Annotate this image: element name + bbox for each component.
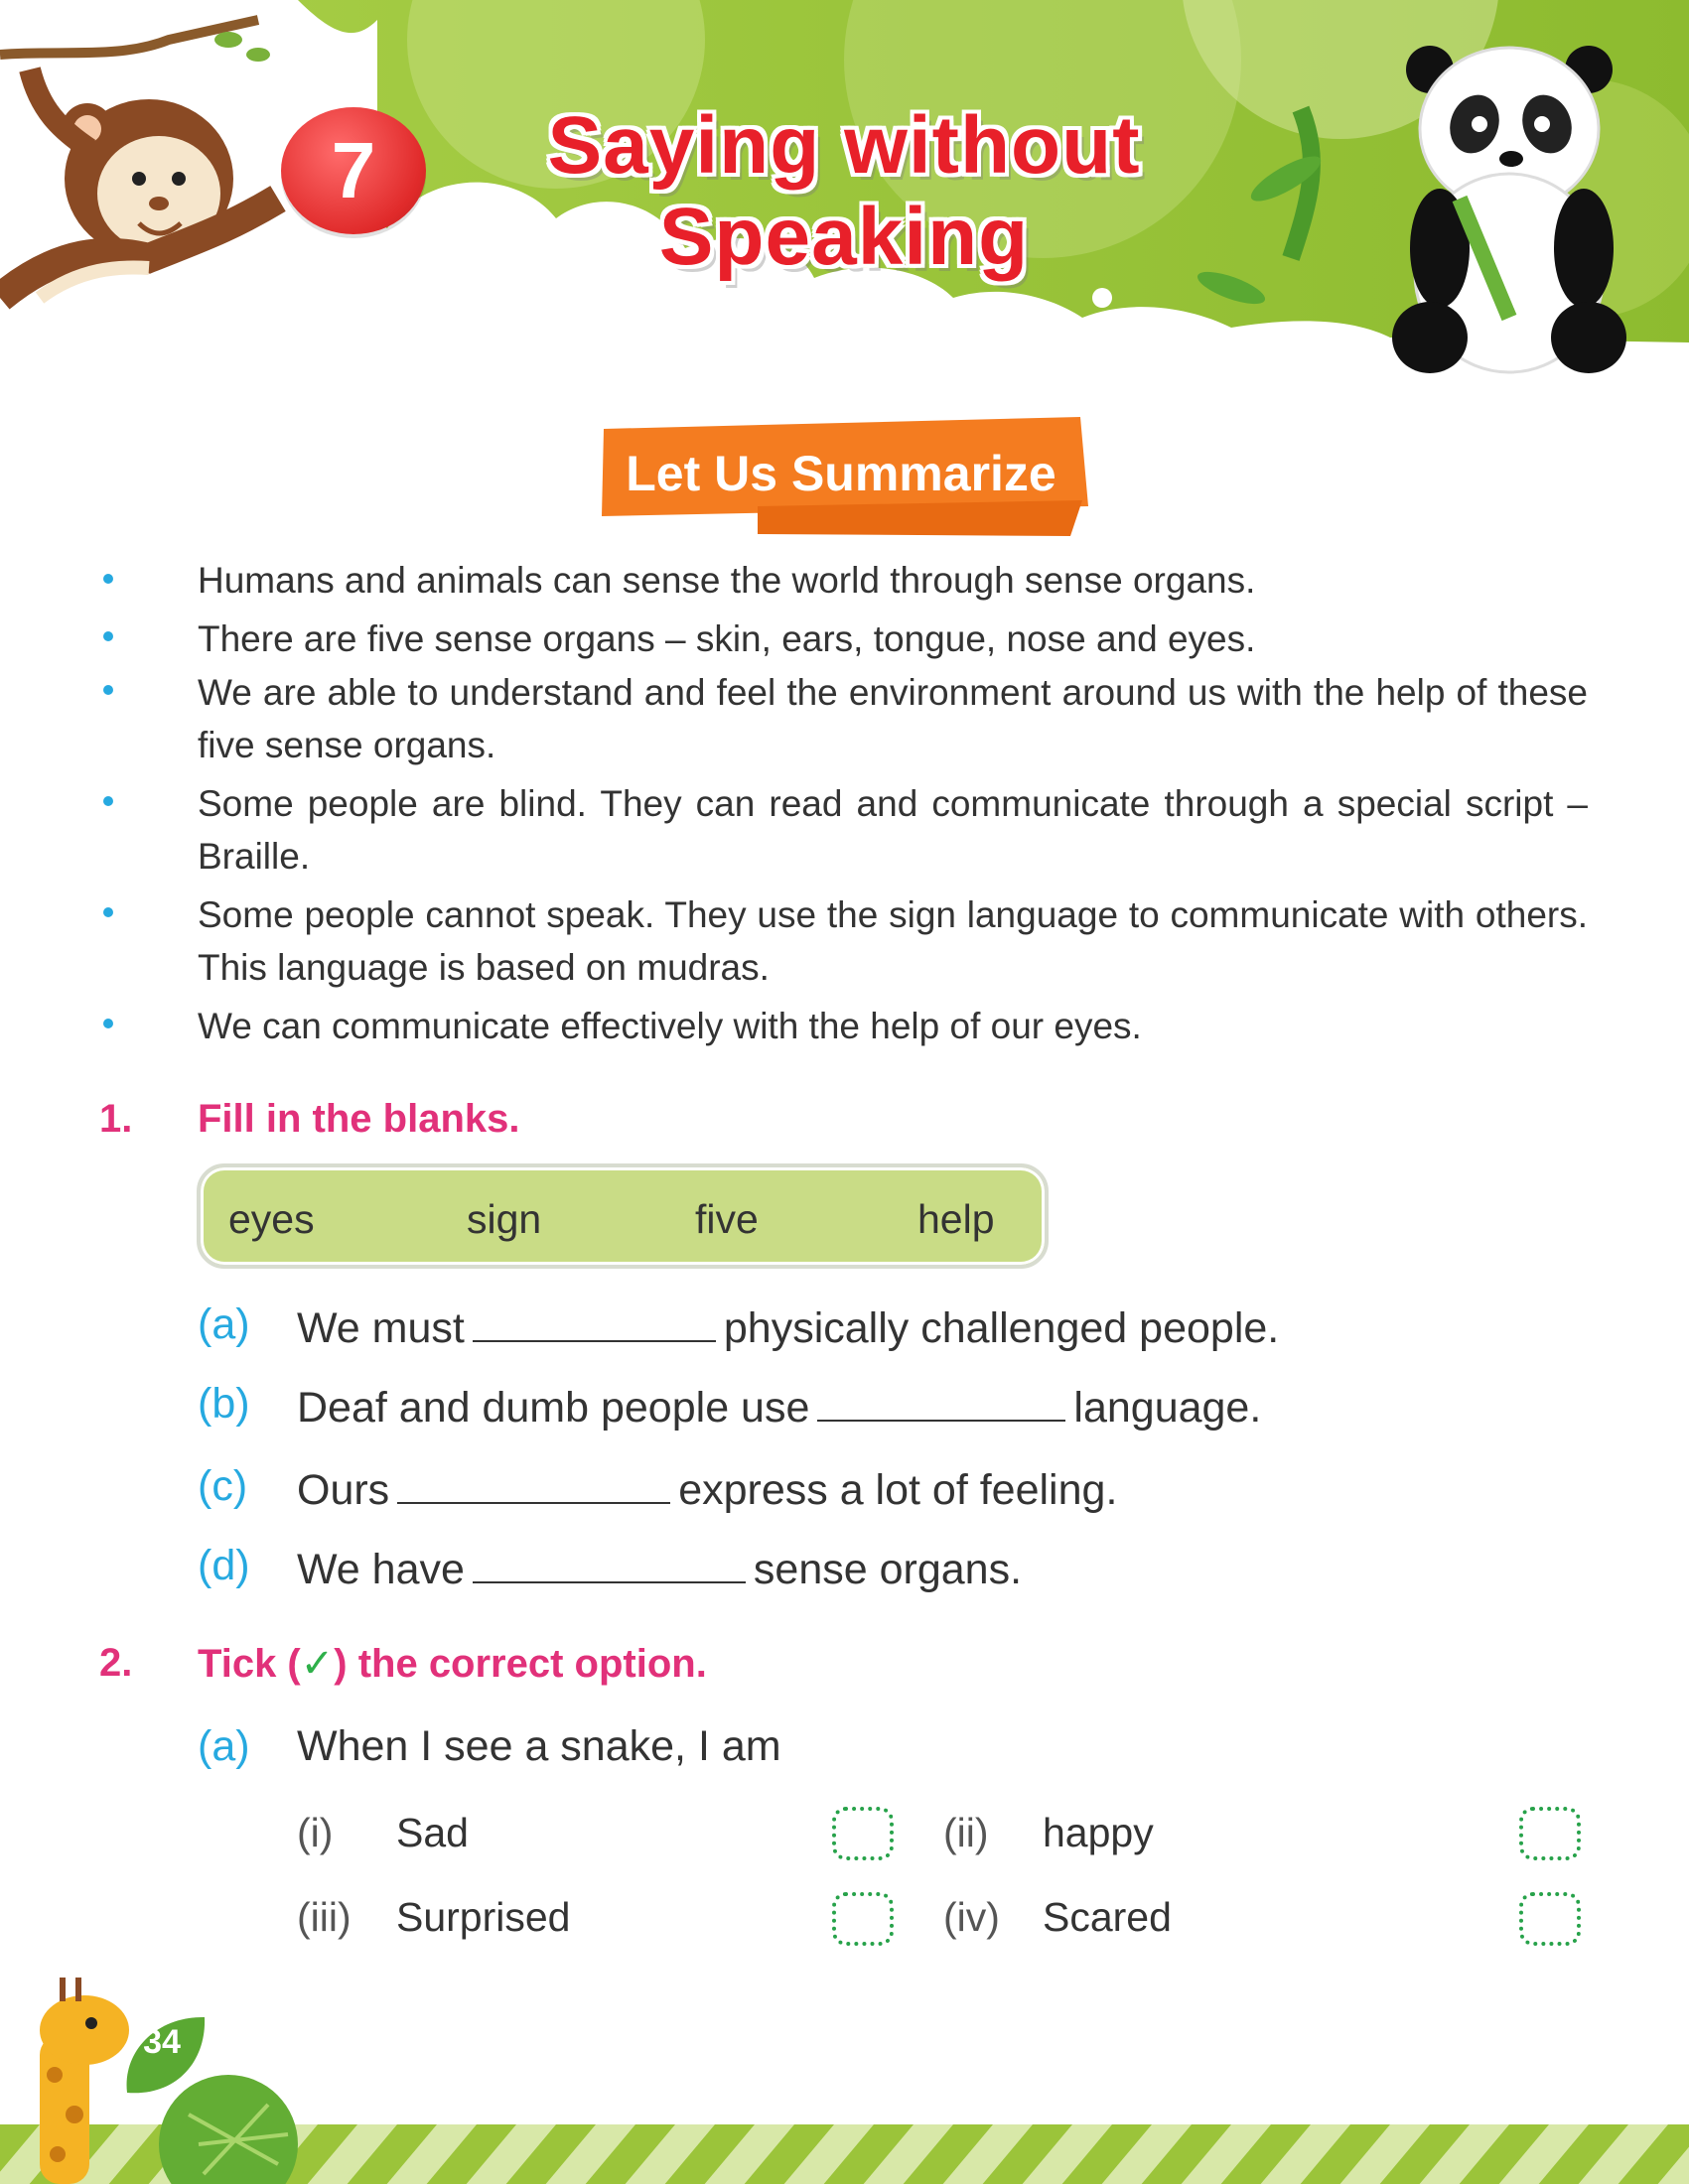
summary-bullet: Humans and animals can sense the world through sense organs. bbox=[198, 560, 1256, 601]
question-title: Tick (✓) the correct option. bbox=[198, 1642, 707, 1686]
fill-blank-sentence: Ours express a lot of feeling. bbox=[297, 1462, 1117, 1515]
option-label: (iv) bbox=[943, 1894, 1000, 1940]
answer-blank[interactable] bbox=[397, 1462, 670, 1504]
option-checkbox[interactable] bbox=[1519, 1807, 1581, 1860]
summary-bullet: We can communicate effectively with the help of our eyes. bbox=[198, 1006, 1142, 1046]
bullet-icon bbox=[103, 1019, 113, 1028]
option-label: (iii) bbox=[297, 1894, 352, 1940]
option-label: (i) bbox=[297, 1810, 334, 1855]
bullet-icon bbox=[103, 574, 113, 584]
tick-icon: ✓ bbox=[300, 1642, 335, 1686]
word-bank-item: sign bbox=[467, 1196, 542, 1242]
item-label: (c) bbox=[198, 1462, 248, 1510]
word-bank-item: five bbox=[695, 1196, 759, 1242]
chapter-number-badge: 7 bbox=[281, 107, 426, 234]
fill-blank-sentence: Deaf and dumb people use language. bbox=[297, 1380, 1261, 1433]
option-text: happy bbox=[1043, 1810, 1154, 1855]
summary-bullet: We are able to understand and feel the environment around us with the help of these five sense organs. bbox=[198, 672, 1588, 765]
option-label: (ii) bbox=[943, 1810, 989, 1855]
summary-bullet: Some people cannot speak. They use the sign language to communicate with others. This language is based on mudras. bbox=[198, 894, 1588, 988]
item-label: (a) bbox=[198, 1300, 250, 1348]
fill-blank-sentence: We have sense organs. bbox=[297, 1542, 1022, 1594]
item-label: (d) bbox=[198, 1542, 250, 1589]
summary-bullet: Some people are blind. They can read and communicate through a special script – Braille. bbox=[198, 783, 1588, 877]
option-text: Sad bbox=[396, 1810, 469, 1855]
option-text: Surprised bbox=[396, 1894, 571, 1940]
page-number: 34 bbox=[143, 2023, 181, 2061]
option-checkbox[interactable] bbox=[1519, 1892, 1581, 1946]
question-title: Fill in the blanks. bbox=[198, 1097, 520, 1141]
chapter-title-line1: Saying without bbox=[547, 100, 1141, 191]
word-bank-item: help bbox=[917, 1196, 995, 1242]
bullet-icon bbox=[103, 685, 113, 695]
question-number: 2. bbox=[99, 1641, 133, 1685]
answer-blank[interactable] bbox=[817, 1380, 1065, 1422]
item-label: (a) bbox=[198, 1722, 250, 1770]
word-bank-item: eyes bbox=[228, 1196, 315, 1242]
question-number: 1. bbox=[99, 1097, 133, 1141]
summary-bullet: There are five sense organs – skin, ears, tongue, nose and eyes. bbox=[198, 618, 1256, 659]
fill-blank-sentence: We must physically challenged people. bbox=[297, 1300, 1279, 1353]
option-checkbox[interactable] bbox=[832, 1892, 894, 1946]
option-checkbox[interactable] bbox=[832, 1807, 894, 1860]
summary-heading: Let Us Summarize bbox=[626, 446, 1056, 501]
option-text: Scared bbox=[1043, 1894, 1172, 1940]
item-label: (b) bbox=[198, 1380, 250, 1428]
answer-blank[interactable] bbox=[473, 1542, 746, 1583]
bullet-icon bbox=[103, 907, 113, 917]
bullet-icon bbox=[103, 796, 113, 806]
bullet-icon bbox=[103, 631, 113, 641]
chapter-title-line2: Speaking bbox=[658, 192, 1030, 282]
answer-blank[interactable] bbox=[473, 1300, 716, 1342]
question-item-text: When I see a snake, I am bbox=[297, 1722, 781, 1770]
